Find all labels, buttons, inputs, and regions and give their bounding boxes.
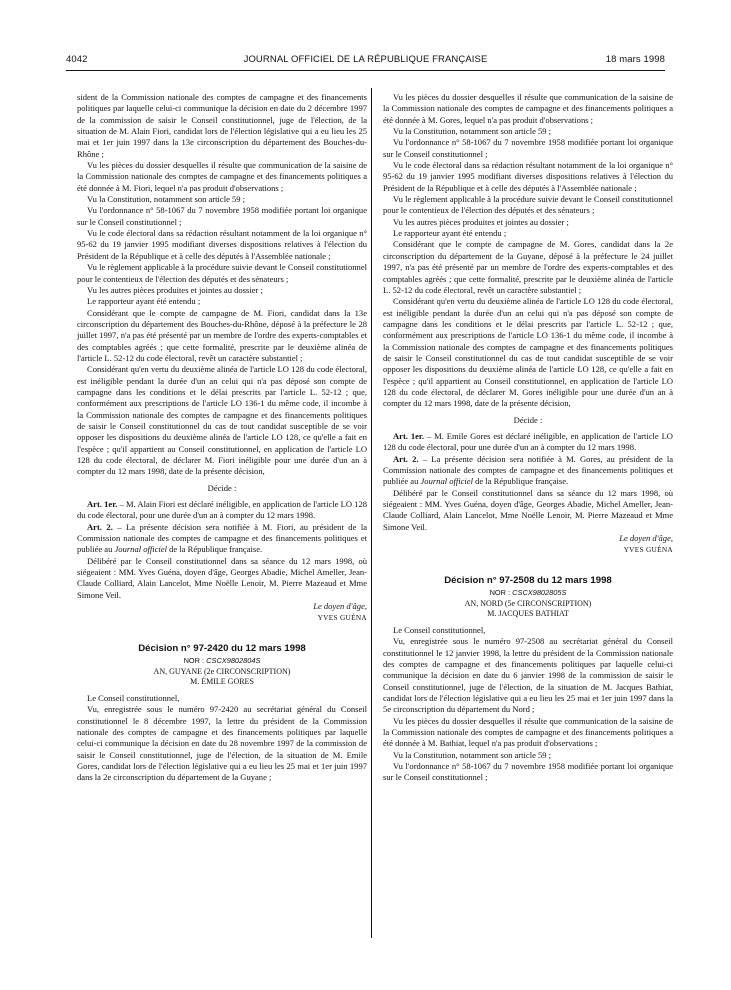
paragraph: Vu le règlement applicable à la procédure suivie devant le Conseil constitutionnel pour le contentieux de l'élection des députés et des sénateurs ; bbox=[383, 194, 673, 216]
deliberation: Délibéré par le Conseil constitutionnel dans sa séance du 12 mars 1998, où siégeaient : MM. Yves Guéna, doyen d'âge, Georges Abadie, Michel Ameller, Jean-Claude Colliard, Alain Lancelot, Mme Noëlle Lenoir, M. Pierre Mazeaud et Mme Simone Veil. bbox=[383, 487, 673, 532]
nor-code: CSCX9802805S bbox=[512, 587, 567, 597]
article-1 bbox=[77, 499, 367, 522]
paragraph: Le Conseil constitutionnel, bbox=[87, 693, 180, 703]
article-label: Art. 2. bbox=[87, 521, 113, 532]
paragraph: Vu la Constitution, notamment son article 59 ; bbox=[393, 749, 552, 760]
signature-name: YVES GUÉNA bbox=[317, 613, 367, 623]
paragraph: sident de la Commission nationale des comptes de campagne et des financements politiques par laquelle celui-ci communique la décision en date du 2 décembre 1997 de la commission de saisir le Conseil constitutionnel, juge de l'élection, de la situation de M. Alain Fiori, candidat lors de l'élection législative qui a eu lieu les 25 mai et 1er juin 1997 dans la 13e circonscription du département des Bouches-du-Rhône ; bbox=[77, 92, 367, 159]
paragraph: Vu le règlement applicable à la procédure suivie devant le Conseil constitutionnel pour le contentieux de l'élection des députés et des sénateurs ; bbox=[77, 262, 367, 284]
article-text: – La présente décision sera notifiée à M. Fiori, au président de la Commission nationale des comptes de campagne et des financements politiques et publiée au bbox=[77, 521, 368, 555]
article-text: de la République française. bbox=[472, 476, 569, 487]
paragraph: Vu la Constitution, notamment son article 59 ; bbox=[393, 126, 552, 137]
journal-title: JOURNAL OFFICIEL DE LA RÉPUBLIQUE FRANÇAISE bbox=[243, 54, 488, 65]
paragraph: Le Conseil constitutionnel, bbox=[393, 624, 486, 635]
paragraph: Vu le code électoral dans sa rédaction résultant notamment de la loi organique n° 95-62 du 19 janvier 1995 modifiant diverses dispositions relatives à l'élection du Président de la République et à celle des députés à l'Assemblée nationale ; bbox=[77, 228, 367, 261]
paragraph: Considérant qu'en vertu du deuxième alinéa de l'article LO 128 du code électoral, est inéligible pendant la durée d'un an celui qui n'a pas déposé son compte de campagne dans les conditions et le délai prescrits par l'article L. 52-12 ; que, conformément aux prescriptions de l'article LO 136-1 du même code, il incombe à la Commission nationale des comptes de campagne et des financements politiques de saisir le Conseil constitutionnel du cas de tout candidat susceptible de se voir opposer les dispositions du deuxième alinéa de l'article LO 128, ce qu'elle a fait en l'espèce ; qu'il appartient au Conseil constitutionnel, en application de l'article LO 128 du code électoral, de déclarer M. Gores inéligible pour une durée d'un an à compter du 12 mars 1998, date de la présente décision, bbox=[383, 296, 673, 409]
article-text: – M. Alain Fiori est déclaré inéligible, en application de l'article LO 128 du code électoral, pour une durée d'un an à compter du 12 mars 1998. bbox=[77, 499, 367, 521]
paragraph: Vu les pièces du dossier desquelles il résulte que communication de la saisine de la Commission nationale des comptes de campagne et des financements politiques a été donnée à M. Gores, lequel n'a pas produit d'observations ; bbox=[383, 92, 673, 125]
paragraph: Considérant qu'en vertu du deuxième alinéa de l'article LO 128 du code électoral, est inéligible pendant la durée d'un an celui qui n'a pas déposé son compte de campagne dans les conditions et le délai prescrits par l'article L. 52-12 ; que, conformément aux prescriptions de l'article LO 136-1 du même code, il incombe à la Commission nationale des comptes de campagne et des financements politiques de saisir le Conseil constitutionnel du cas de tout candidat susceptible de se voir opposer les dispositions du deuxième alinéa de l'article LO 128, ce qu'elle a fait en l'espèce ; qu'il appartient au Conseil constitutionnel, en application de l'article LO 128 du code électoral, de déclarer M. Fiori inéligible pour une durée d'un an à compter du 12 mars 1998, date de la présente décision, bbox=[77, 364, 367, 477]
decision-subtitle: M. ÉMILE GORES bbox=[190, 677, 254, 687]
paragraph: Le rapporteur ayant été entendu ; bbox=[87, 296, 201, 307]
issue-date: 18 mars 1998 bbox=[605, 54, 665, 65]
paragraph: Vu l'ordonnance n° 58-1067 du 7 novembre 1958 modifiée portant loi organique sur le Conseil constitutionnel ; bbox=[77, 205, 367, 227]
article-label: Art. 2. bbox=[393, 453, 419, 464]
left-column bbox=[77, 92, 367, 784]
paragraph: Considérant que le compte de campagne de M. Fiori, candidat dans la 13e circonscription du département des Bouches-du-Rhône, déposé à la préfecture le 28 juillet 1997, n'a pas été présenté par un membre de l'ordre des experts-comptables et des comptables agréés ; que cette formalité, prescrite par le deuxième alinéa de l'article L. 52-12 du code électoral, revêt un caractère substantiel ; bbox=[77, 307, 367, 363]
article-label: Art. 1er. bbox=[393, 430, 425, 441]
decision-title: Décision n° 97-2420 du 12 mars 1998 bbox=[138, 642, 306, 654]
journal-name: Journal officiel bbox=[114, 544, 167, 555]
page-number: 4042 bbox=[66, 54, 88, 65]
paragraph: Vu, enregistrée sous le numéro 97-2420 au secrétariat général du Conseil constitutionnel le 8 décembre 1997, la lettre du président de la Commission nationale des comptes de campagne et des financements politiques par laquelle celui-ci communique la décision en date du 28 novembre 1997 de la commission de saisir le Conseil constitutionnel, juge de l'élection, de la situation de M. Emile Gores, candidat lors de l'élection législative qui a eu lieu les 25 mai et 1er juin 1997 dans la 2e circonscription du département de la Guyane ; bbox=[77, 704, 367, 783]
paragraph: Le rapporteur ayant été entendu ; bbox=[393, 228, 507, 239]
paragraph: Vu le code électoral dans sa rédaction résultant notamment de la loi organique n° 95-62 du 19 janvier 1995 modifiant diverses dispositions relatives à l'élection du Président de la République et à celle des députés à l'Assemblée nationale ; bbox=[383, 160, 673, 193]
paragraph: Vu l'ordonnance n° 58-1067 du 7 novembre 1958 modifiée portant loi organique sur le Conseil constitutionnel ; bbox=[383, 137, 673, 159]
article-text: – M. Emile Gores est déclaré inéligible, en application de l'article LO 128 du code électoral, pour une durée d'un an à compter du 12 mars 1998. bbox=[383, 430, 673, 453]
nor-code: CSCX9802804S bbox=[206, 655, 261, 665]
nor-reference: NOR : CSCX9802805S bbox=[489, 587, 567, 597]
article-2 bbox=[383, 454, 673, 488]
article-1 bbox=[383, 431, 673, 454]
nor-reference: NOR : CSCX9802804S bbox=[183, 655, 261, 665]
paragraph: Vu les autres pièces produites et jointes au dossier ; bbox=[393, 216, 569, 227]
article-text: – La présente décision sera notifiée à M. Gores, au président de la Commission nationale des comptes de campagne et des financements politiques et publiée au bbox=[383, 453, 673, 487]
paragraph: Vu les autres pièces produites et jointes au dossier ; bbox=[87, 284, 263, 295]
article-text: de la République française. bbox=[166, 544, 263, 555]
signature-role: Le doyen d'âge, bbox=[619, 533, 673, 544]
paragraph: Vu les pièces du dossier desquelles il résulte que communication de la saisine de la Commission nationale des comptes de campagne et des financements politiques a été donnée à M. Bathiat, lequel n'a pas produit d'observations ; bbox=[383, 715, 673, 749]
signature-name: YVES GUÉNA bbox=[623, 545, 673, 555]
paragraph: Considérant que le compte de campagne de M. Gores, candidat dans la 2e circonscription du département de la Guyane, déposé à la préfecture le 24 juillet 1997, n'a pas été présenté par un membre de l'ordre des experts-comptables et des comptables agréés ; que cette formalité, prescrite par le deuxième alinéa de l'article L. 52-12 du code électoral, revêt un caractère substantiel ; bbox=[383, 239, 673, 295]
decision-subtitle: AN, NORD (5e CIRCONSCRIPTION) bbox=[464, 598, 592, 608]
decide-heading: Décide : bbox=[513, 414, 543, 425]
paragraph: Vu, enregistrée sous le numéro 97-2508 au secrétariat général du Conseil constitutionnel le 12 janvier 1998, la lettre du président de la Commission nationale des comptes de campagne et des financements politiques par laquelle celui-ci communique la décision en date du 6 janvier 1998 de la commission de saisir le Conseil constitutionnel, juge de l'élection, de la situation de M. Jacques Bathiat, candidat lors de l'élection législative qui a eu lieu les 25 mai et 1er juin 1997 dans la 5e circonscription du département du Nord ; bbox=[383, 636, 673, 715]
decision-title: Décision n° 97-2508 du 12 mars 1998 bbox=[444, 574, 612, 586]
deliberation: Délibéré par le Conseil constitutionnel dans sa séance du 12 mars 1998, où siégeaient : MM. Yves Guéna, doyen d'âge, Georges Abadie, Michel Ameller, Jean-Claude Colliard, Alain Lancelot, Mme Noëlle Lenoir, M. Pierre Mazeaud et Mme Simone Veil. bbox=[77, 555, 367, 600]
page-header bbox=[66, 54, 665, 70]
article-2 bbox=[77, 522, 367, 556]
right-column bbox=[383, 92, 673, 784]
article-label: Art. 1er. bbox=[87, 499, 118, 510]
decision-subtitle: AN, GUYANE (2e CIRCONSCRIPTION) bbox=[153, 666, 291, 676]
paragraph: Vu l'ordonnance n° 58-1067 du 7 novembre 1958 modifiée portant loi organique sur le Conseil constitutionnel ; bbox=[383, 761, 673, 783]
column-divider bbox=[371, 88, 372, 938]
paragraph: Vu les pièces du dossier desquelles il résulte que communication de la saisine de la Commission nationale des comptes de campagne et des financements politiques a été donnée à M. Fiori, lequel n'a pas produit d'observations ; bbox=[77, 160, 367, 193]
signature-role: Le doyen d'âge, bbox=[313, 601, 367, 612]
decide-heading: Décide : bbox=[207, 482, 237, 493]
journal-name: Journal officiel bbox=[420, 476, 473, 487]
header-rule bbox=[66, 70, 665, 71]
decision-subtitle: M. JACQUES BATHIAT bbox=[487, 609, 569, 619]
paragraph: Vu la Constitution, notamment son article 59 ; bbox=[87, 194, 246, 205]
